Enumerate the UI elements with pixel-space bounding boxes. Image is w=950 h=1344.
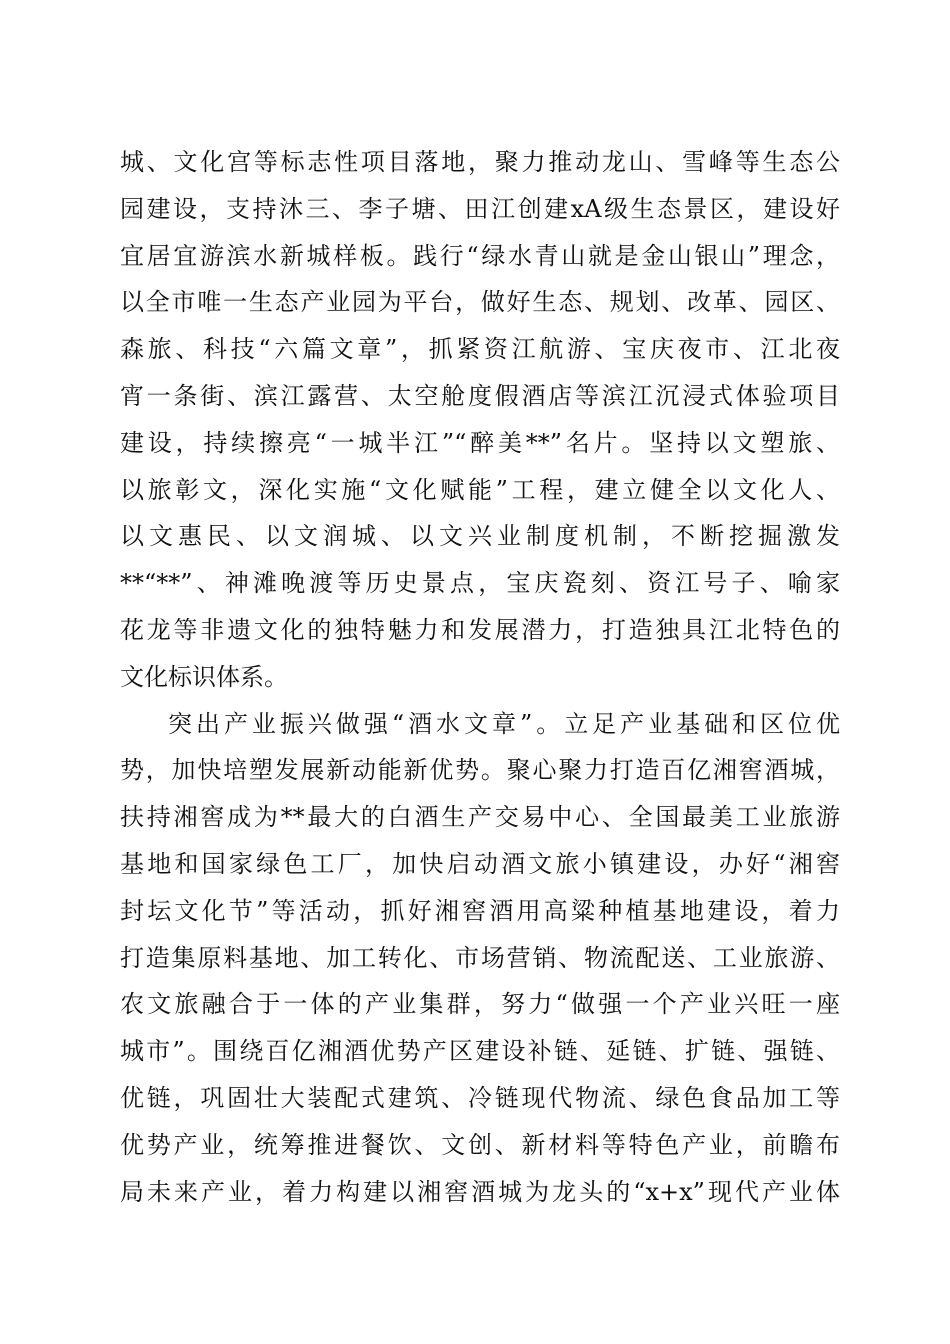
text-line: 城、文化宫等标志性项目落地，聚力推动龙山、雪峰等生态公 (120, 148, 840, 176)
text-line: 园建设，支持沐三、李子塘、田江创建xA级生态景区，建设好 (120, 195, 840, 223)
text-line: 封坛文化节”等活动，抓好湘窖酒用高粱种植基地建设，着力 (120, 897, 840, 925)
text-line: 基地和国家绿色工厂，加快启动酒文旅小镇建设，办好“湘窖 (120, 850, 840, 878)
text-line: 花龙等非遗文化的独特魅力和发展潜力，打造独具江北特色的 (120, 616, 840, 644)
text-line: 以全市唯一生态产业园为平台，做好生态、规划、改革、园区、 (120, 288, 840, 316)
text-line: 局未来产业，着力构建以湘窖酒城为龙头的“x+x”现代产业体 (120, 1178, 840, 1206)
text-line: 农文旅融合于一体的产业集群，努力“做强一个产业兴旺一座 (120, 990, 840, 1018)
text-line: 建设，持续擦亮“一城半江”“醉美**”名片。坚持以文塑旅、 (120, 429, 840, 457)
text-line: **“**”、神滩晚渡等历史景点，宝庆瓷刻、资江号子、喻家 (120, 569, 840, 597)
paragraph-heading-line: 突出产业振兴做强“酒水文章”。立足产业基础和区位优 (168, 710, 840, 738)
text-line: 势，加快培塑发展新动能新优势。聚心聚力打造百亿湘窖酒城， (120, 756, 840, 784)
text-line: 以旅彰文，深化实施“文化赋能”工程，建立健全以文化人、 (120, 476, 840, 504)
text-line: 优链，巩固壮大装配式建筑、冷链现代物流、绿色食品加工等 (120, 1084, 840, 1112)
text-line: 宜居宜游滨水新城样板。践行“绿水青山就是金山银山”理念， (120, 242, 840, 270)
text-line: 城市”。围绕百亿湘酒优势产区建设补链、延链、扩链、强链、 (120, 1037, 840, 1065)
text-line: 扶持湘窖成为**最大的白酒生产交易中心、全国最美工业旅游 (120, 803, 840, 831)
text-line: 优势产业，统筹推进餐饮、文创、新材料等特色产业，前瞻布 (120, 1131, 840, 1159)
text-line: 以文惠民、以文润城、以文兴业制度机制，不断挖掘激发 (120, 522, 840, 550)
text-line: 森旅、科技“六篇文章”，抓紧资江航游、宝庆夜市、江北夜 (120, 335, 840, 363)
text-line: 宵一条街、滨江露营、太空舱度假酒店等滨江沉浸式体验项目 (120, 382, 840, 410)
text-line: 打造集原料基地、加工转化、市场营销、物流配送、工业旅游、 (120, 944, 840, 972)
text-line-paragraph-end: 文化标识体系。 (120, 663, 288, 691)
